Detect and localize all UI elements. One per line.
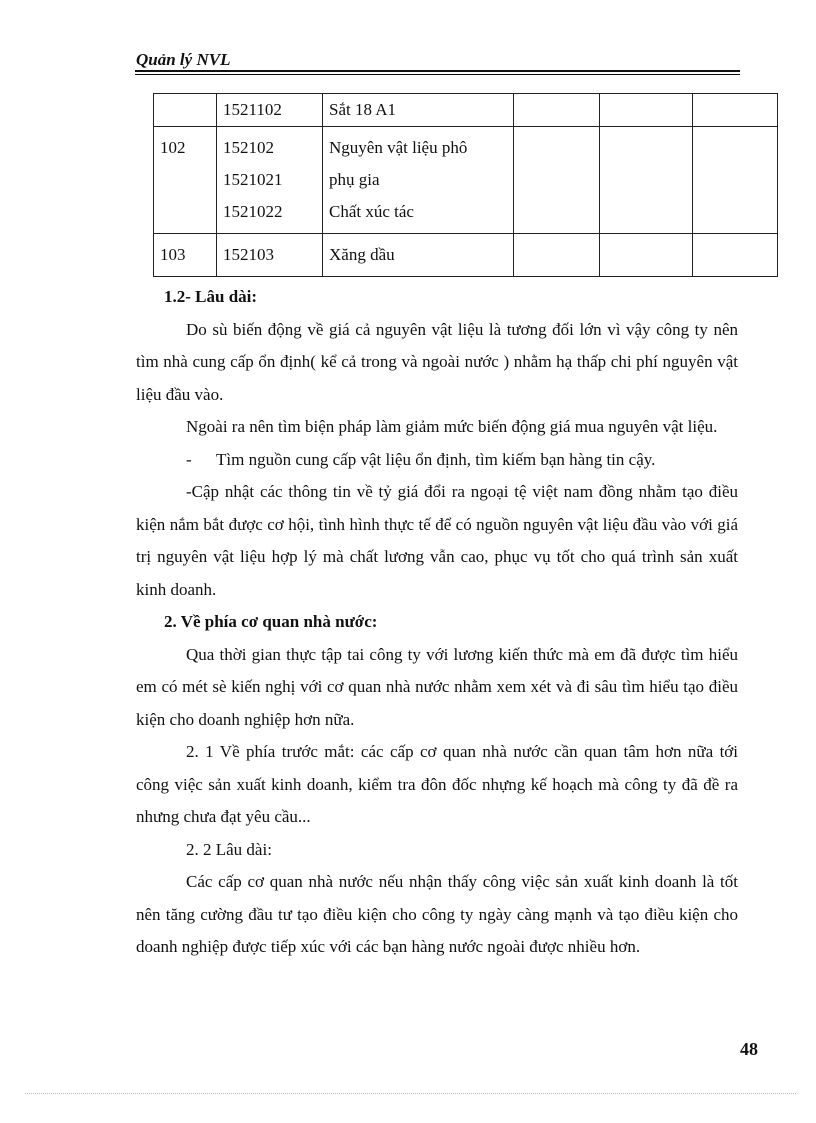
material-name-cell [323,127,514,234]
section-heading-1-2: 1.2- Lâu dài: [164,287,258,306]
bullet-text: Tìm nguồn cung cấp vật liệu ổn định, tìm kiếm bạn hàng tin cậy. [216,449,656,469]
empty-cell [514,94,600,127]
material-name-cell [323,234,514,277]
account-code: 1521102 [223,100,282,119]
page-number: 48 [740,1039,758,1059]
material-name-cell [323,94,514,127]
paragraph: Do sù biến động về giá cả nguyên vật liệu là tương đối lớn vì vậy công ty nên tìm nhà cung cấp ổn định( kể cả trong và ngoài nước ) nhằm hạ thấp chi phí nguyên vật liệu đầu vào. [136,319,738,404]
paragraph: 2. 2 Lâu dài: [186,839,272,859]
paragraph: Các cấp cơ quan nhà nước nếu nhận thấy công việc sản xuất kinh doanh là tốt nên tăng cường đầu tư tạo điều kiện cho công ty ngày càng mạnh và tạo điều kiện cho doanh nghiệp được tiếp xúc với các bạn hàng nước ngoài được nhiều hơn. [136,872,738,956]
empty-cell [600,127,693,234]
material-name: Xăng dầu [329,245,395,264]
empty-cell [514,234,600,277]
bullet-text: Cập nhật các thông tin về tỷ giá đổi ra ngoại tệ việt nam đồng nhằm tạo điều kiện nắm bắt được cơ hội, tình hình thực tế để có nguồn nguyên vật liệu đầu vào với giá trị nguyên vật liệu hợp lý mà chất lương vẫn cao, phục vụ tốt cho quá trình sản xuất kinh doanh. [136,482,738,599]
table-row [154,234,778,277]
account-code: 1521021 [223,170,283,189]
paragraph: Qua thời gian thực tập tai công ty với lương kiến thức mà em đã được tìm hiểu em có mét sè kiến nghị với cơ quan nhà nước nhằm xem xét và đi sâu tìm hiểu tạo điều kiện cho doanh nghiệp hơn nữa. [136,644,738,729]
header-rule-thick [135,70,740,72]
bullet-marker: - [186,482,192,501]
account-code-cell [217,234,323,277]
group-code-cell [154,94,217,127]
material-name: phụ gia [329,170,380,189]
account-code: 1521022 [223,202,283,221]
account-code-cell [217,94,323,127]
account-code: 152102 [223,138,274,157]
page-header-title: Quản lý NVL [136,50,231,69]
bullet-item [136,476,738,606]
bullet-item [136,444,738,477]
material-name: Chất xúc tác [329,202,414,221]
section-heading-2: 2. Về phía cơ quan nhà nước: [164,612,378,631]
paragraph: Ngoài ra nên tìm biện pháp làm giảm mức biến động giá mua nguyên vật liệu. [186,417,718,436]
group-code-cell: 103 [154,234,217,277]
table-row [154,127,778,234]
table-row [154,94,778,127]
group-code-cell: 102 [154,127,217,234]
body-text [136,281,738,964]
material-name: Sắt 18 A1 [329,100,397,119]
materials-table [153,93,778,277]
empty-cell [693,234,778,277]
bottom-divider [25,1093,796,1094]
empty-cell [693,94,778,127]
header-rule-thin [135,74,740,75]
bullet-marker: - [186,449,192,469]
empty-cell [693,127,778,234]
account-code-cell [217,127,323,234]
paragraph: 2. 1 Về phía trước mắt: các cấp cơ quan nhà nước cần quan tâm hơn nữa tới công việc sản xuất kinh doanh, kiểm tra đôn đốc nhựng kế hoạch mà công ty đã đề ra nhưng chưa đạt yêu cầu... [136,742,738,826]
empty-cell [600,234,693,277]
empty-cell [514,127,600,234]
account-code: 152103 [223,245,274,264]
empty-cell [600,94,693,127]
material-name: Nguyên vật liệu phô [329,138,468,157]
